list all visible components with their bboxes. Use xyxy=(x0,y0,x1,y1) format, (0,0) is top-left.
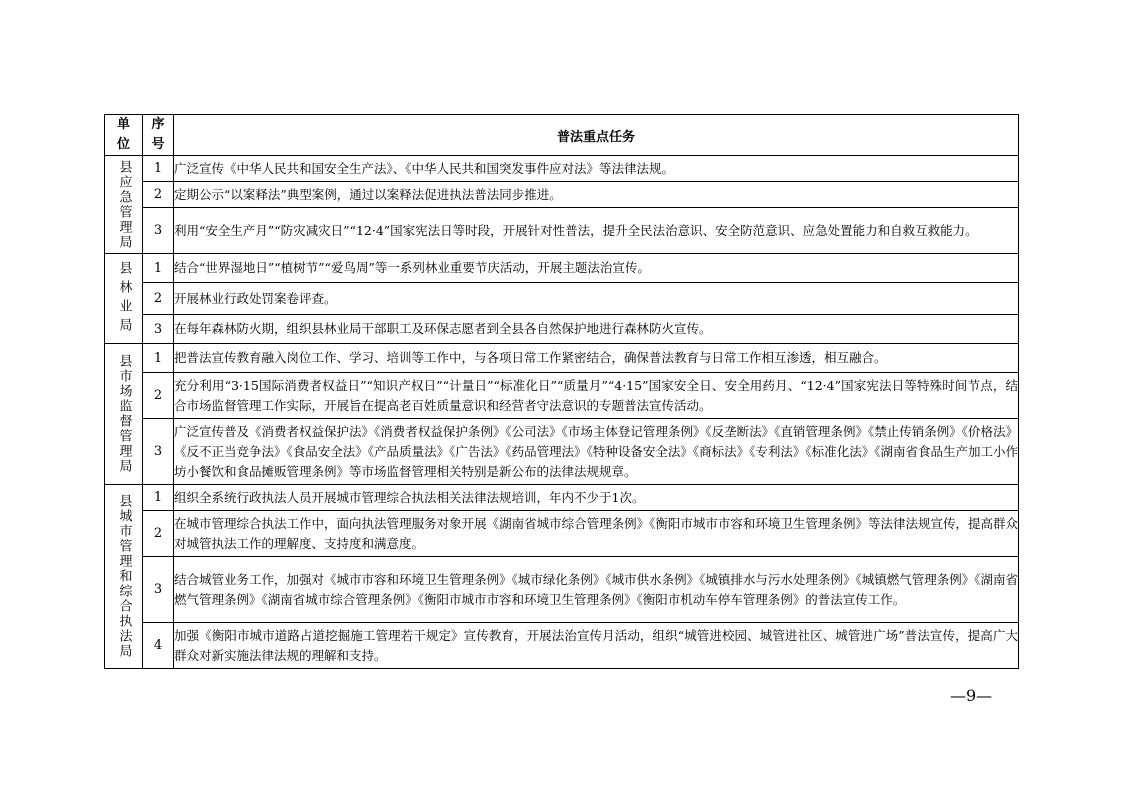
unit-name: 县市场监督管理局 xyxy=(116,354,132,474)
task-text: 把普法宣传教育融入岗位工作、学习、培训等工作中，与各项日常工作紧密结合，确保普法教育与日常工作相互渗透，相互融合。 xyxy=(174,344,1019,373)
unit-name: 县城市管理和综合执法局 xyxy=(116,494,132,659)
header-seq: 序号 xyxy=(143,115,174,156)
unit-cell xyxy=(105,344,143,485)
unit-cell xyxy=(105,156,143,254)
task-text: 利用“安全生产月”“防灾减灾日”“12·4”国家宪法日等时段，开展针对性普法，提升全民法治意识、安全防范意识、应急处置能力和自救互救能力。 xyxy=(174,208,1019,254)
unit-cell xyxy=(105,254,143,344)
table-row xyxy=(105,254,1019,283)
row-number: 4 xyxy=(143,623,174,669)
table-row xyxy=(105,511,1019,557)
table-row xyxy=(105,315,1019,344)
row-number: 2 xyxy=(143,511,174,557)
unit-name: 县林业局 xyxy=(116,260,132,337)
row-number: 3 xyxy=(143,208,174,254)
unit-cell xyxy=(105,485,143,669)
row-number: 3 xyxy=(143,557,174,623)
table-row xyxy=(105,419,1019,485)
law-tasks-table xyxy=(104,114,1019,669)
task-text: 结合“世界湿地日”“植树节”“爱鸟周”等一系列林业重要节庆活动，开展主题法治宣传。 xyxy=(174,254,1019,283)
task-text: 定期公示“以案释法”典型案例，通过以案释法促进执法普法同步推进。 xyxy=(174,182,1019,208)
table-row xyxy=(105,373,1019,419)
task-text: 组织全系统行政执法人员开展城市管理综合执法相关法律法规培训，年内不少于1次。 xyxy=(174,485,1019,511)
row-number: 1 xyxy=(143,254,174,283)
row-number: 2 xyxy=(143,283,174,315)
header-unit: 单位 xyxy=(105,115,143,156)
row-number: 3 xyxy=(143,315,174,344)
row-number: 2 xyxy=(143,182,174,208)
page-number: —9— xyxy=(950,686,993,705)
table-row xyxy=(105,283,1019,315)
header-task: 普法重点任务 xyxy=(174,115,1019,156)
task-text: 在每年森林防火期，组织县林业局干部职工及环保志愿者到全县各自然保护地进行森林防火宣传。 xyxy=(174,315,1019,344)
table-row xyxy=(105,485,1019,511)
table-row xyxy=(105,344,1019,373)
task-text: 广泛宣传《中华人民共和国安全生产法》、《中华人民共和国突发事件应对法》等法律法规。 xyxy=(174,156,1019,182)
task-text: 广泛宣传普及《消费者权益保护法》《消费者权益保护条例》《公司法》《市场主体登记管理条例》《反垄断法》《直销管理条例》《禁止传销条例》《价格法》《反不正当竞争法》《食品安全法》《产品质量法》《广告法》《药品管理法》《特种设备安全法》《商标法》《专利法》《标准化法》《湖南省食品生产加工小作坊小餐饮和食品摊贩管理条例》等市场监督管理相关特别是新公布的法律法规规章。 xyxy=(174,419,1019,485)
task-text: 开展林业行政处罚案卷评查。 xyxy=(174,283,1019,315)
row-number: 2 xyxy=(143,373,174,419)
row-number: 1 xyxy=(143,156,174,182)
row-number: 1 xyxy=(143,485,174,511)
header-row xyxy=(105,115,1019,156)
task-text: 加强《衡阳市城市道路占道挖掘施工管理若干规定》宣传教育，开展法治宣传月活动，组织“城管进校园、城管进社区、城管进广场”普法宣传，提高广大群众对新实施法律法规的理解和支持。 xyxy=(174,623,1019,669)
row-number: 1 xyxy=(143,344,174,373)
table-row xyxy=(105,623,1019,669)
unit-name: 县应急管理局 xyxy=(116,159,132,250)
task-text: 充分利用“3·15国际消费者权益日”“知识产权日”“计量日”“标准化日”“质量月”“4·15”国家安全日、安全用药月、“12·4”国家宪法日等特殊时间节点，结合市场监督管理工作实际，开展旨在提高老百姓质量意识和经营者守法意识的专题普法宣传活动。 xyxy=(174,373,1019,419)
task-text: 结合城管业务工作，加强对《城市市容和环境卫生管理条例》《城市绿化条例》《城市供水条例》《城镇排水与污水处理条例》《城镇燃气管理条例》《湖南省燃气管理条例》《湖南省城市综合管理条例》《衡阳市城市市容和环境卫生管理条例》《衡阳市机动车停车管理条例》的普法宣传工作。 xyxy=(174,557,1019,623)
table-row xyxy=(105,557,1019,623)
table-row xyxy=(105,156,1019,182)
row-number: 3 xyxy=(143,419,174,485)
task-text: 在城市管理综合执法工作中，面向执法管理服务对象开展《湖南省城市综合管理条例》《衡阳市城市市容和环境卫生管理条例》等法律法规宣传，提高群众对城管执法工作的理解度、支持度和满意度。 xyxy=(174,511,1019,557)
table-row xyxy=(105,208,1019,254)
table-row xyxy=(105,182,1019,208)
